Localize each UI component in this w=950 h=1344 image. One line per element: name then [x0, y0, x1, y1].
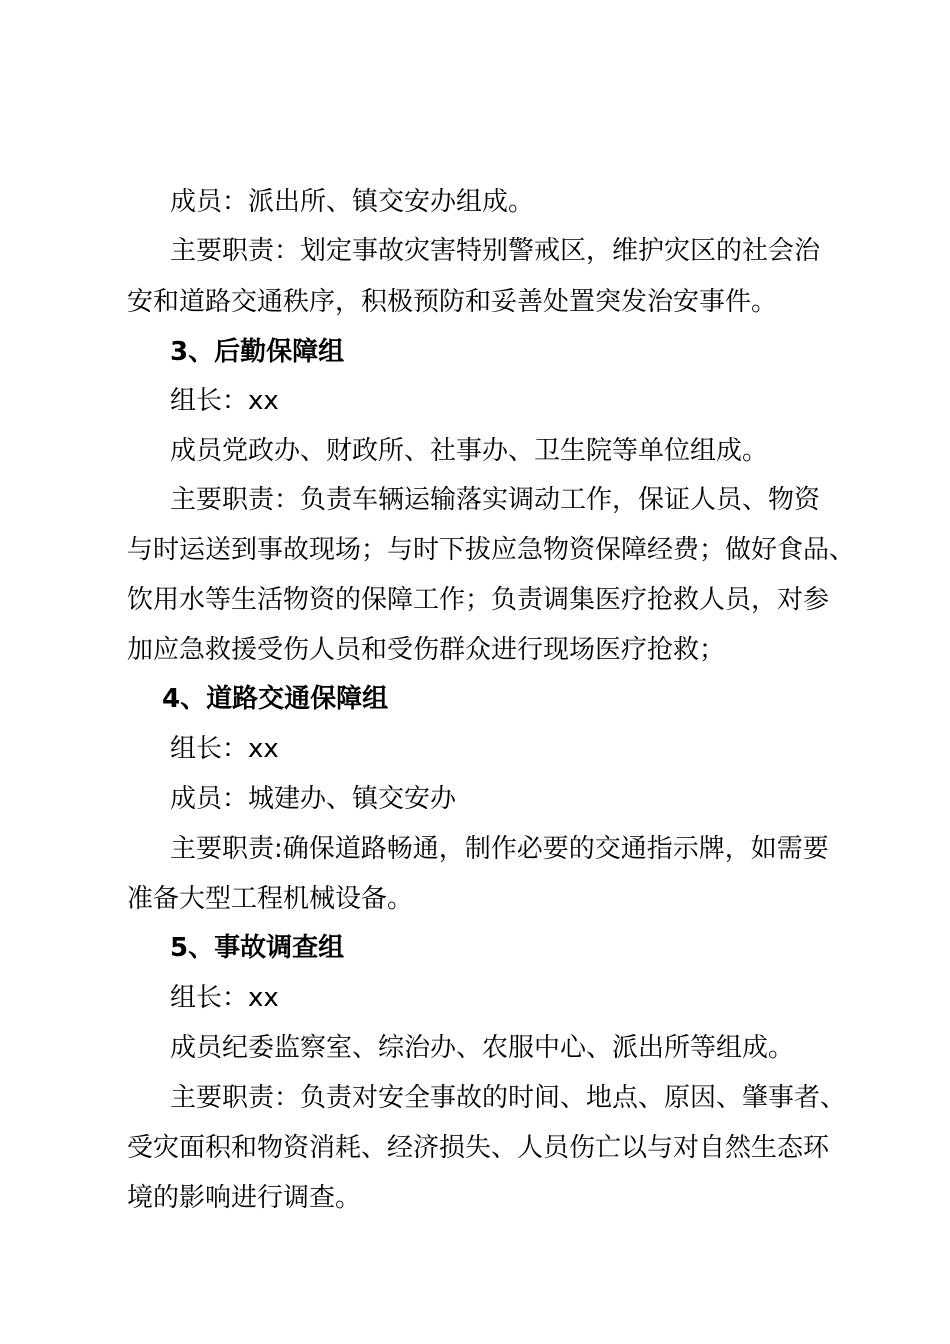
- section-heading-logistics: 3、后勤保障组: [170, 337, 345, 367]
- paragraph-duties-security: 主要职责：划定事故灾害特别警戒区，维护灾区的社会治: [170, 236, 821, 266]
- paragraph-duties-traffic-cont: 准备大型工程机械设备。: [127, 884, 414, 914]
- paragraph-members-investigation: 成员纪委监察室、综治办、农服中心、派出所等组成。: [170, 1033, 795, 1063]
- paragraph-duties-logistics-cont-2: 饮用水等生活物资的保障工作；负责调集医疗抢救人员，对参: [127, 585, 830, 615]
- paragraph-members-logistics: 成员党政办、财政所、社事办、卫生院等单位组成。: [170, 436, 769, 466]
- paragraph-members-traffic: 成员：城建办、镇交安办: [170, 784, 457, 814]
- section-heading-traffic: 4、道路交通保障组: [162, 684, 389, 714]
- paragraph-duties-security-cont: 安和道路交通秩序，积极预防和妥善处置突发治安事件。: [127, 287, 778, 317]
- paragraph-leader-investigation: 组长：xx: [170, 983, 279, 1013]
- paragraph-duties-logistics-cont-1: 与时运送到事故现场；与时下拔应急物资保障经费；做好食品、: [127, 535, 856, 565]
- paragraph-duties-investigation-cont-1: 受灾面积和物资消耗、经济损失、人员伤亡以与对自然生态环: [127, 1133, 830, 1163]
- paragraph-duties-traffic: 主要职责:确保道路畅通，制作必要的交通指示牌，如需要: [170, 834, 829, 864]
- paragraph-duties-investigation: 主要职责：负责对安全事故的时间、地点、原因、肇事者、: [170, 1083, 847, 1113]
- paragraph-duties-investigation-cont-2: 境的影响进行调查。: [127, 1183, 362, 1213]
- paragraph-members-police: 成员：派出所、镇交安办组成。: [170, 187, 535, 217]
- paragraph-leader-traffic: 组长：xx: [170, 734, 279, 764]
- paragraph-leader-logistics: 组长：xx: [170, 386, 279, 416]
- paragraph-duties-logistics: 主要职责：负责车辆运输落实调动工作，保证人员、物资: [170, 485, 821, 515]
- paragraph-duties-logistics-cont-3: 加应急救援受伤人员和受伤群众进行现场医疗抢救；: [127, 635, 726, 665]
- section-heading-investigation: 5、事故调查组: [170, 933, 345, 963]
